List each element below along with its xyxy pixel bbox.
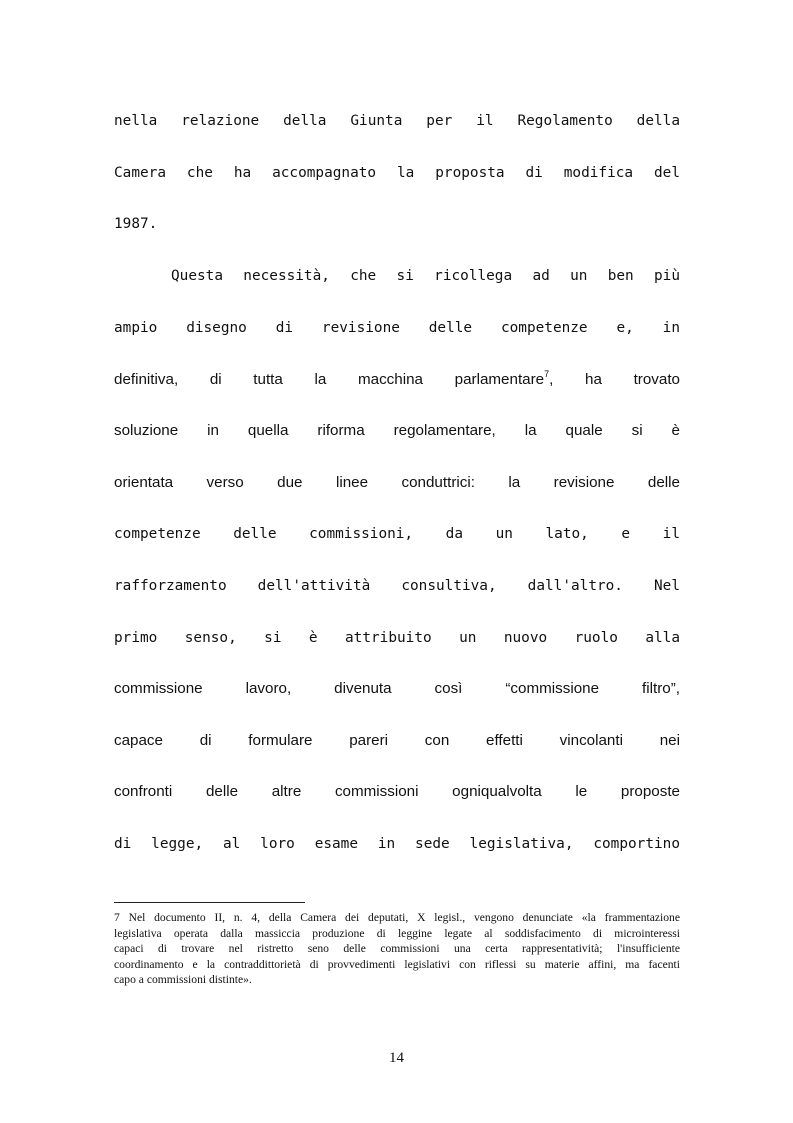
body-line: ampio disegno di revisione delle competenze e, in <box>114 320 680 336</box>
body-line-head: definitiva, di tutta la macchina parlamentare <box>114 371 545 388</box>
body-line: Camera che ha accompagnato la proposta di modifica del <box>114 165 680 181</box>
footnote <box>114 910 680 988</box>
page-number: 14 <box>389 1050 404 1066</box>
body-line: orientata verso due linee conduttrici: la revisione delle <box>114 474 680 491</box>
footnote-line: capo a commissioni distinte». <box>114 973 252 986</box>
footnote-reference[interactable]: 7 <box>544 368 550 379</box>
body-line: di legge, al loro esame in sede legislativa, comportino <box>114 836 680 852</box>
body-line: competenze delle commissioni, da un lato, e il <box>114 526 680 542</box>
footnote-line: capaci di trovare nel ristretto seno delle commissioni una certa rappresentatività; l'insufficiente <box>114 942 680 955</box>
body-line: capace di formulare pareri con effetti vincolanti nei <box>114 732 680 749</box>
body-line: confronti delle altre commissioni ogniqualvolta le proposte <box>114 783 680 800</box>
body-line: Questa necessità, che si ricollega ad un ben più <box>171 268 680 284</box>
body-line: soluzione in quella riforma regolamentare, la quale si è <box>114 422 680 439</box>
footnote-separator <box>114 902 305 903</box>
footnote-line: 7 Nel documento II, n. 4, della Camera dei deputati, X legisl., vengono denunciate «la frammentazione <box>114 911 680 924</box>
body-line: primo senso, si è attribuito un nuovo ruolo alla <box>114 630 680 646</box>
body-line: nella relazione della Giunta per il Regolamento della <box>114 113 680 129</box>
body-line: rafforzamento dell'attività consultiva, dall'altro. Nel <box>114 578 680 594</box>
body-line: commissione lavoro, divenuta così “commissione filtro”, <box>114 680 680 697</box>
footnote-line: coordinamento e la contraddittorietà di provvedimenti legislativi con riflessi su materie affini, ma facenti <box>114 957 680 971</box>
body-line: 1987. <box>114 216 158 232</box>
body-line-with-footnote <box>114 364 680 396</box>
body-line-tail: , ha trovato <box>549 371 680 388</box>
footnote-line: legislativa operata dalla massiccia produzione di leggine legate al soddisfacimento di microinteressi <box>114 926 680 940</box>
